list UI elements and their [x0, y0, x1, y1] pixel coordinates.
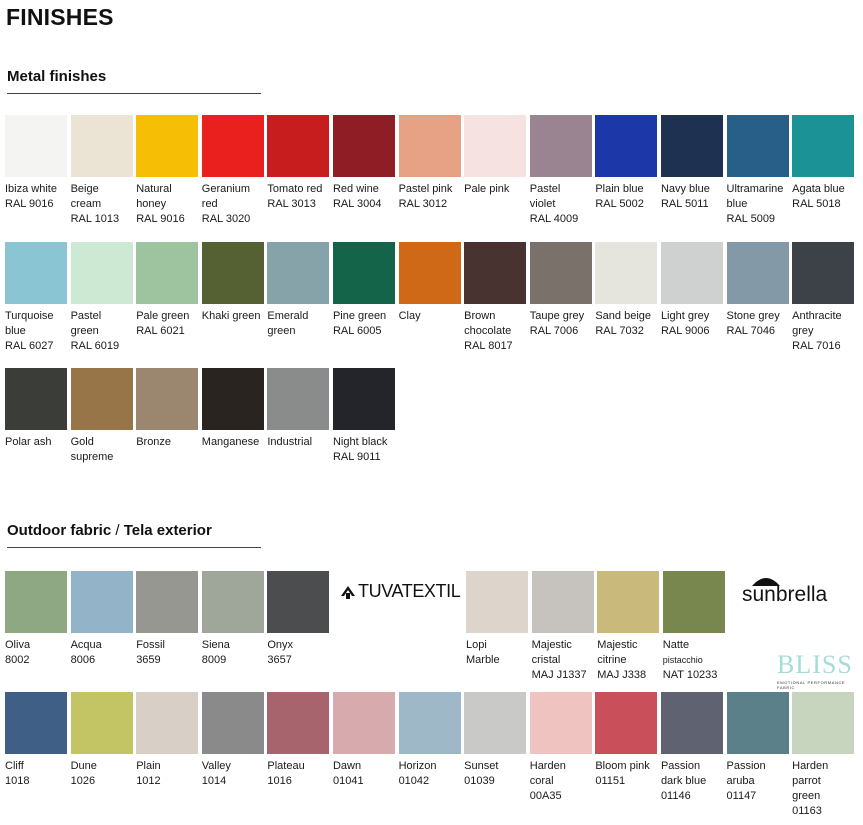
outdoor-fabric-swatch-item	[661, 692, 723, 819]
metal-finish-swatch	[202, 115, 264, 177]
metal-finish-swatch	[792, 115, 854, 177]
swatch-code: RAL 9016	[5, 198, 54, 210]
tuva-fabric-swatch-row	[5, 571, 329, 668]
outdoor-fabric-swatch	[5, 692, 67, 754]
metal-finish-swatch	[333, 368, 395, 430]
swatch-code: 3657	[267, 654, 292, 666]
metal-finish-swatch-item	[136, 368, 198, 495]
outdoor-title-main: Outdoor fabric	[7, 522, 112, 539]
swatch-name: Cliff	[5, 760, 24, 772]
swatch-name: Ibiza white	[5, 183, 57, 195]
swatch-name: Valley	[201, 760, 231, 772]
bliss-wordmark: BLISS	[777, 650, 853, 679]
swatch-code: RAL 3004	[332, 198, 382, 210]
metal-finish-swatch-item	[71, 115, 133, 242]
outdoor-fabric-swatch-item	[530, 692, 592, 819]
outdoor-fabric-swatch-label	[267, 759, 329, 789]
swatch-code: RAL 7006	[529, 324, 579, 337]
metal-finish-swatch-label	[5, 435, 67, 450]
metal-finish-swatch-item	[530, 242, 592, 369]
sunbrella-fabric-swatch-item	[597, 571, 659, 683]
swatch-name: Fossil	[136, 639, 165, 651]
swatch-code: 01146	[660, 790, 691, 802]
sunbrella-fabric-swatch-label	[466, 638, 528, 668]
metal-finish-swatch	[595, 242, 657, 304]
swatch-name: Lopi Marble	[466, 639, 500, 666]
tuva-fabric-swatch-label	[267, 638, 329, 668]
tuva-fabric-swatch-label	[136, 638, 198, 668]
swatch-subname: pistacchio	[662, 655, 703, 665]
outdoor-fabric-swatch-label	[530, 759, 592, 804]
swatch-code: 01041	[332, 775, 364, 787]
metal-finish-swatch-label	[661, 309, 723, 339]
metal-finish-swatch-item	[595, 115, 657, 242]
swatch-code: 01147	[726, 790, 757, 802]
swatch-name: Tomato red	[267, 183, 323, 195]
metal-finish-swatch	[792, 242, 854, 304]
metal-finish-swatch-item	[661, 242, 723, 369]
metal-finish-swatch-item	[136, 242, 198, 369]
metal-finish-swatch	[530, 115, 592, 177]
swatch-code: RAL 9016	[136, 213, 185, 225]
swatch-name: Siena	[201, 639, 230, 651]
outdoor-fabric-swatch-label	[5, 759, 67, 789]
swatch-code: RAL 7016	[792, 339, 841, 352]
swatch-name: Horizon	[398, 760, 437, 772]
outdoor-fabric-swatch-row	[5, 692, 854, 819]
swatch-name: Acqua	[70, 639, 102, 651]
swatch-code: NAT 10233	[662, 669, 718, 681]
metal-finish-swatch-label	[202, 309, 264, 324]
outdoor-fabric-swatch-label	[333, 759, 395, 789]
metal-finish-swatch-label	[333, 309, 395, 339]
metal-finish-swatch-item	[333, 368, 395, 495]
swatch-code: RAL 7046	[726, 324, 776, 337]
outdoor-fabric-swatch-item	[136, 692, 198, 819]
tuva-fabric-swatch-item	[71, 571, 133, 668]
swatch-name: Agata blue	[792, 183, 845, 195]
outdoor-fabric-swatch	[399, 692, 461, 754]
swatch-name: Pale green	[136, 309, 190, 322]
metal-finish-swatch-row	[5, 242, 854, 369]
outdoor-fabric-swatch-item	[727, 692, 789, 819]
swatch-name: Natural honey	[136, 183, 172, 210]
tuva-fabric-swatch-label	[202, 638, 264, 668]
swatch-name: Anthracite grey	[792, 309, 842, 337]
swatch-name: Navy blue	[660, 183, 710, 195]
metal-finish-swatch	[530, 242, 592, 304]
outdoor-fabric-swatch	[595, 692, 657, 754]
swatch-name: Turquoise blue	[5, 309, 54, 337]
metal-finish-swatch-label	[71, 309, 133, 354]
metal-finish-swatch	[464, 242, 526, 304]
outdoor-fabric-swatch-label	[727, 759, 789, 804]
metal-finish-swatch	[333, 242, 395, 304]
swatch-code: RAL 6027	[5, 339, 54, 352]
outdoor-fabric-swatch	[202, 692, 264, 754]
outdoor-fabric-swatch-item	[202, 692, 264, 819]
outdoor-fabric-swatch	[464, 692, 526, 754]
metal-finish-swatch-item	[202, 368, 264, 495]
swatch-code: 01039	[464, 775, 495, 787]
metal-finish-swatch	[136, 368, 198, 430]
tuva-fabric-swatch	[202, 571, 264, 633]
sunbrella-fabric-swatch-item	[466, 571, 528, 683]
metal-finish-swatch	[202, 242, 264, 304]
metal-finish-swatch	[136, 115, 198, 177]
metal-finish-swatch-label	[333, 435, 395, 465]
bliss-tagline: EMOTIONAL PERFORMANCE FABRIC	[777, 680, 846, 690]
swatch-code: RAL 5002	[595, 198, 644, 210]
metal-finish-swatch-label	[399, 309, 461, 324]
metal-finish-swatch-label	[136, 435, 198, 450]
outdoor-title-alt: Tela exterior	[123, 522, 212, 539]
swatch-code: RAL 4009	[529, 213, 579, 225]
swatch-code: RAL 7032	[595, 324, 644, 337]
swatch-code: RAL 5018	[792, 198, 841, 210]
sunbrella-fabric-swatch-label	[597, 638, 659, 683]
metal-finish-swatch-item	[792, 242, 854, 369]
swatch-code: RAL 9006	[660, 324, 710, 337]
metal-finish-swatch	[661, 115, 723, 177]
metal-finish-swatch-item	[267, 115, 329, 242]
swatch-code: RAL 9011	[332, 451, 381, 463]
swatch-name: Passion aruba	[726, 760, 766, 787]
bliss-logo	[777, 652, 863, 690]
metal-finish-swatch-item	[661, 115, 723, 242]
metal-swatch-grid	[5, 115, 854, 495]
swatch-name: Geranium red	[201, 183, 251, 210]
outdoor-fabric-swatch-item	[399, 692, 461, 819]
swatch-code: 8006	[70, 654, 96, 666]
metal-finish-swatch-label	[5, 182, 67, 212]
metal-finish-swatch-row	[5, 368, 854, 495]
swatch-code: 1026	[70, 775, 96, 787]
outdoor-fabric-swatch-item	[333, 692, 395, 819]
swatch-name: Night black	[332, 436, 388, 448]
outdoor-fabric-swatch-label	[595, 759, 657, 789]
metal-finish-swatch-label	[136, 309, 198, 339]
outdoor-fabric-swatch-label	[792, 759, 854, 819]
swatch-name: Stone grey	[726, 309, 780, 322]
tuva-fabric-swatch-item	[202, 571, 264, 668]
swatch-name: Plateau	[267, 760, 305, 772]
metal-finish-swatch-label	[464, 182, 526, 197]
metal-finish-swatch-item	[5, 242, 67, 369]
outdoor-fabric-swatch-item	[464, 692, 526, 819]
swatch-name: Pine green	[332, 309, 387, 322]
swatch-name: Red wine	[332, 183, 379, 195]
swatch-code: 1016	[267, 775, 292, 787]
metal-finish-swatch-label	[267, 182, 329, 212]
metal-finish-swatch-label	[267, 435, 329, 450]
fabric-swatch-grid-row2	[5, 692, 854, 819]
swatch-name: Majestic citrine	[597, 639, 638, 666]
sunbrella-fabric-swatch	[663, 571, 725, 633]
swatch-name: Ultramarine blue	[726, 183, 784, 210]
swatch-name: Pale pink	[464, 183, 510, 195]
swatch-name: Pastel green	[70, 309, 102, 337]
tuva-fabric-swatch-label	[5, 638, 67, 668]
swatch-code: RAL 5011	[660, 198, 709, 210]
metal-finish-swatch-label	[661, 182, 723, 212]
swatch-code: 01151	[595, 775, 626, 787]
outdoor-title-sep: /	[111, 522, 124, 539]
outdoor-fabric-swatch	[727, 692, 789, 754]
metal-finish-swatch-row	[5, 115, 854, 242]
metal-finish-swatch-item	[5, 368, 67, 495]
metal-finish-swatch	[71, 368, 133, 430]
swatch-code: RAL 3020	[201, 213, 251, 225]
swatch-name: Taupe grey	[529, 309, 585, 322]
swatch-name: Manganese	[201, 436, 260, 448]
metal-section-title: Metal finishes	[7, 68, 107, 85]
outdoor-fabric-swatch	[792, 692, 854, 754]
sunbrella-fabric-swatch	[532, 571, 594, 633]
metal-finish-swatch-label	[595, 309, 657, 339]
swatch-code: RAL 1013	[70, 213, 120, 225]
metal-finish-swatch	[267, 242, 329, 304]
outdoor-fabric-swatch-item	[595, 692, 657, 819]
metal-finish-swatch-label	[71, 435, 133, 465]
sunbrella-wordmark: sunbrella	[742, 583, 828, 606]
swatch-code: 8002	[5, 654, 30, 666]
metal-section-rule	[7, 93, 261, 94]
metal-finish-swatch	[595, 115, 657, 177]
metal-finish-swatch-label	[267, 309, 329, 339]
swatch-code: MAJ J1337	[531, 669, 587, 681]
metal-finish-swatch-label	[727, 182, 789, 227]
tuva-fabric-swatch	[136, 571, 198, 633]
tuva-fabric-swatch	[5, 571, 67, 633]
metal-finish-swatch-label	[464, 309, 526, 354]
metal-finish-swatch	[71, 115, 133, 177]
metal-finish-swatch-item	[530, 115, 592, 242]
sunbrella-fabric-swatch-label	[532, 638, 594, 683]
sunbrella-fabric-swatch-item	[663, 571, 725, 683]
tuva-fabric-swatch-label	[71, 638, 133, 668]
tuva-fabric-swatch-item	[267, 571, 329, 668]
swatch-name: Clay	[398, 309, 421, 322]
outdoor-fabric-swatch-item	[71, 692, 133, 819]
metal-finish-swatch-label	[530, 309, 592, 339]
metal-finish-swatch	[136, 242, 198, 304]
metal-finish-swatch	[464, 115, 526, 177]
swatch-code: RAL 8017	[464, 339, 513, 352]
metal-finish-swatch-label	[727, 309, 789, 339]
metal-finish-swatch-item	[727, 115, 789, 242]
tuva-fabric-swatch-item	[5, 571, 67, 668]
metal-finish-swatch-item	[267, 242, 329, 369]
swatch-code: 8009	[201, 654, 227, 666]
swatch-name: Majestic cristal	[531, 639, 572, 666]
metal-finish-swatch-item	[464, 242, 526, 369]
swatch-name: Pastel violet	[529, 183, 561, 210]
metal-finish-swatch	[267, 115, 329, 177]
sunbrella-fabric-swatch	[466, 571, 528, 633]
metal-finish-swatch-item	[5, 115, 67, 242]
sunbrella-logo	[742, 575, 827, 607]
sunbrella-fabric-swatch	[597, 571, 659, 633]
metal-finish-swatch-label	[202, 182, 264, 227]
swatch-name: Sand beige	[595, 309, 652, 322]
swatch-name: Bronze	[136, 436, 172, 448]
outdoor-section-rule	[7, 547, 261, 548]
metal-finish-swatch-item	[399, 242, 461, 369]
metal-finish-swatch-label	[595, 182, 657, 212]
metal-finish-swatch	[399, 242, 461, 304]
metal-finish-swatch	[202, 368, 264, 430]
metal-finish-swatch	[661, 242, 723, 304]
swatch-code: 01163	[792, 805, 822, 817]
metal-finish-swatch-item	[202, 115, 264, 242]
metal-finish-swatch-label	[71, 182, 133, 227]
metal-finish-swatch-item	[464, 115, 526, 242]
swatch-code: RAL 3012	[398, 198, 448, 210]
outdoor-fabric-swatch-item	[5, 692, 67, 819]
metal-finish-swatch-label	[5, 309, 67, 354]
metal-finish-swatch-item	[792, 115, 854, 242]
metal-finish-swatch	[727, 242, 789, 304]
swatch-code: 1018	[5, 775, 30, 787]
outdoor-fabric-swatch	[136, 692, 198, 754]
swatch-name: Onyx	[267, 639, 294, 651]
outdoor-fabric-swatch-label	[71, 759, 133, 789]
metal-finish-swatch-item	[136, 115, 198, 242]
metal-finish-swatch-label	[530, 182, 592, 227]
tuva-fabric-swatch-item	[136, 571, 198, 668]
swatch-name: Polar ash	[5, 436, 52, 448]
metal-finish-swatch-label	[792, 182, 854, 212]
metal-finish-swatch	[267, 368, 329, 430]
metal-finish-swatch-label	[202, 435, 264, 450]
swatch-name: Oliva	[5, 639, 31, 651]
outdoor-fabric-swatch-item	[267, 692, 329, 819]
swatch-name: Pastel pink	[398, 183, 453, 195]
outdoor-fabric-swatch-label	[464, 759, 526, 789]
outdoor-fabric-swatch	[333, 692, 395, 754]
swatch-name: Harden parrot green	[792, 760, 829, 802]
metal-finish-swatch-label	[792, 309, 854, 354]
metal-finish-swatch-item	[333, 242, 395, 369]
sunbrella-swatch-grid	[466, 571, 725, 683]
swatch-name: Beige cream	[70, 183, 102, 210]
swatch-name: Industrial	[267, 436, 313, 448]
swatch-name: Brown chocolate	[464, 309, 512, 337]
metal-finish-swatch-label	[136, 182, 198, 227]
swatch-code: RAL 6019	[70, 339, 120, 352]
swatch-name: Plain blue	[595, 183, 644, 195]
metal-finish-swatch-item	[267, 368, 329, 495]
metal-finish-swatch-item	[595, 242, 657, 369]
swatch-name: Passion dark blue	[660, 760, 707, 787]
outdoor-fabric-swatch-label	[661, 759, 723, 804]
metal-finish-swatch-item	[399, 115, 461, 242]
outdoor-section-title	[7, 522, 212, 539]
swatch-name: Plain	[136, 760, 161, 772]
metal-finish-swatch-item	[727, 242, 789, 369]
metal-finish-swatch-item	[71, 242, 133, 369]
swatch-name: Harden coral	[529, 760, 566, 787]
outdoor-fabric-swatch	[71, 692, 133, 754]
metal-finish-swatch-label	[333, 182, 395, 212]
swatch-name: Emerald green	[267, 309, 309, 337]
metal-finish-swatch-item	[202, 242, 264, 369]
metal-finish-swatch	[727, 115, 789, 177]
outdoor-fabric-swatch-label	[202, 759, 264, 789]
swatch-name: Khaki green	[201, 309, 261, 322]
outdoor-fabric-swatch	[267, 692, 329, 754]
swatch-code: 1012	[136, 775, 161, 787]
metal-finish-swatch	[5, 368, 67, 430]
swatch-name: Gold supreme	[70, 436, 114, 463]
swatch-code: 1014	[201, 775, 227, 787]
swatch-code: RAL 3013	[267, 198, 316, 210]
swatch-code: RAL 6005	[332, 324, 382, 337]
swatch-code: RAL 6021	[136, 324, 185, 337]
swatch-code: MAJ J338	[597, 669, 647, 681]
outdoor-fabric-swatch	[661, 692, 723, 754]
page-title: FINISHES	[6, 4, 114, 30]
outdoor-fabric-swatch-label	[136, 759, 198, 789]
sunbrella-fabric-swatch-row	[466, 571, 725, 683]
outdoor-fabric-swatch	[530, 692, 592, 754]
swatch-name: Light grey	[660, 309, 710, 322]
tuvatextil-wordmark: TUVATEXTIL	[358, 581, 461, 601]
tuvatextil-logo	[340, 581, 460, 602]
tuvatextil-mark-icon	[340, 584, 356, 600]
metal-finish-swatch	[71, 242, 133, 304]
tuva-fabric-swatch	[267, 571, 329, 633]
swatch-code: 01042	[398, 775, 430, 787]
metal-finish-swatch-label	[399, 182, 461, 212]
metal-finish-swatch	[5, 115, 67, 177]
metal-finish-swatch	[5, 242, 67, 304]
swatch-name: Dune	[70, 760, 97, 772]
metal-finish-swatch	[399, 115, 461, 177]
tuva-fabric-swatch	[71, 571, 133, 633]
sunbrella-fabric-swatch-label	[663, 638, 725, 683]
swatch-name: Dawn	[332, 760, 362, 772]
swatch-name: Bloom pink	[595, 760, 650, 772]
swatch-name: Natte	[662, 639, 690, 651]
metal-finish-swatch-item	[333, 115, 395, 242]
swatch-code: 00A35	[529, 790, 562, 802]
outdoor-fabric-swatch-item	[792, 692, 854, 819]
swatch-code: 3659	[136, 654, 161, 666]
outdoor-fabric-swatch-label	[399, 759, 461, 789]
metal-finish-swatch	[333, 115, 395, 177]
swatch-code: RAL 5009	[726, 213, 776, 225]
swatch-name: Sunset	[464, 760, 499, 772]
tuva-swatch-grid	[5, 571, 329, 668]
sunbrella-fabric-swatch-item	[532, 571, 594, 683]
metal-finish-swatch-item	[71, 368, 133, 495]
